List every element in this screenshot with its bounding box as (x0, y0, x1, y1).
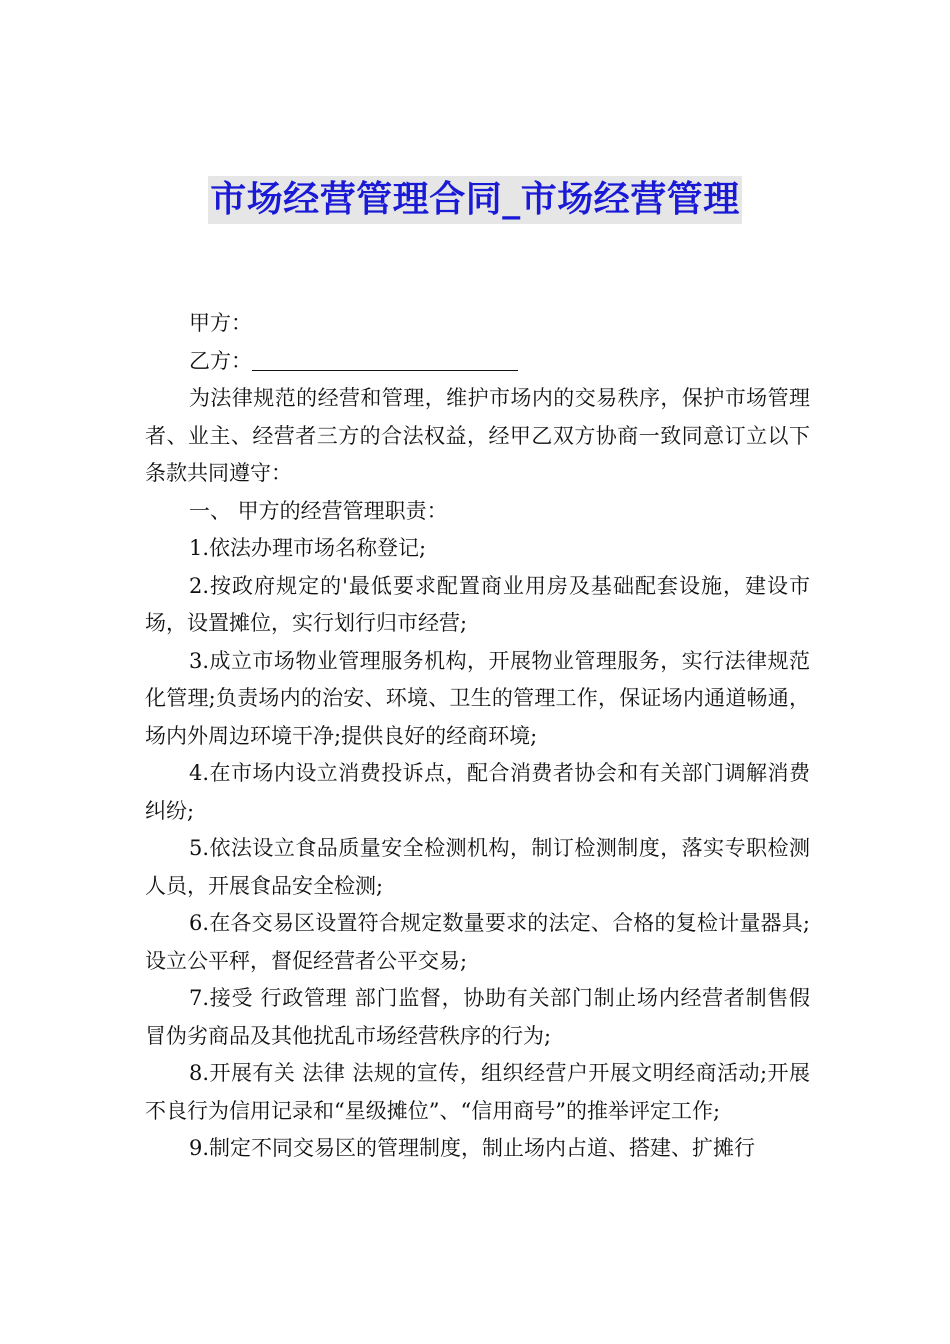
list-item: 8.开展有关 法律 法规的宣传，组织经营户开展文明经商活动;开展不良行为信用记录和“星级摊位”、“信用商号”的推举评定工作; (145, 1061, 810, 1123)
party-b-line (145, 343, 810, 381)
list-item: 7.接受 行政管理 部门监督，协助有关部门制止场内经营者制售假冒伪劣商品及其他扰乱市场经营秩序的行为; (145, 986, 810, 1048)
party-a-line (145, 305, 810, 343)
list-item: 2.按政府规定的'最低要求配置商业用房及基础配套设施，建设市场，设置摊位，实行划行归市经营; (145, 573, 810, 635)
title-container (0, 176, 950, 224)
section-heading: 一、 甲方的经营管理职责： (189, 498, 448, 523)
party-a-label: 甲方： (189, 311, 252, 335)
list-item: 3.成立市场物业管理服务机构，开展物业管理服务，实行法律规范化管理;负责场内的治安、环境、卫生的管理工作，保证场内通道畅通，场内外周边环境干净;提供良好的经商环境; (145, 648, 810, 748)
intro-paragraph: 为法律规范的经营和管理，维护市场内的交易秩序，保护市场管理者、业主、经营者三方的合法权益，经甲乙双方协商一致同意订立以下条款共同遵守： (145, 386, 810, 485)
list-item: 9.制定不同交易区的管理制度，制止场内占道、搭建、扩摊行 (189, 1136, 756, 1160)
list-item: 5.依法设立食品质量安全检测机构，制订检测制度，落实专职检测人员，开展食品安全检测; (145, 836, 810, 898)
document-body (145, 305, 810, 1168)
party-b-blank (252, 348, 518, 371)
document-title: 市场经营管理合同_市场经营管理 (208, 176, 742, 224)
party-b-label: 乙方： (189, 348, 252, 373)
list-item: 4.在市场内设立消费投诉点，配合消费者协会和有关部门调解消费纠纷; (145, 761, 810, 823)
list-item: 6.在各交易区设置符合规定数量要求的法定、合格的复检计量器具;设立公平秤，督促经营者公平交易; (145, 911, 810, 973)
list-item: 1.依法办理市场名称登记; (189, 536, 427, 560)
